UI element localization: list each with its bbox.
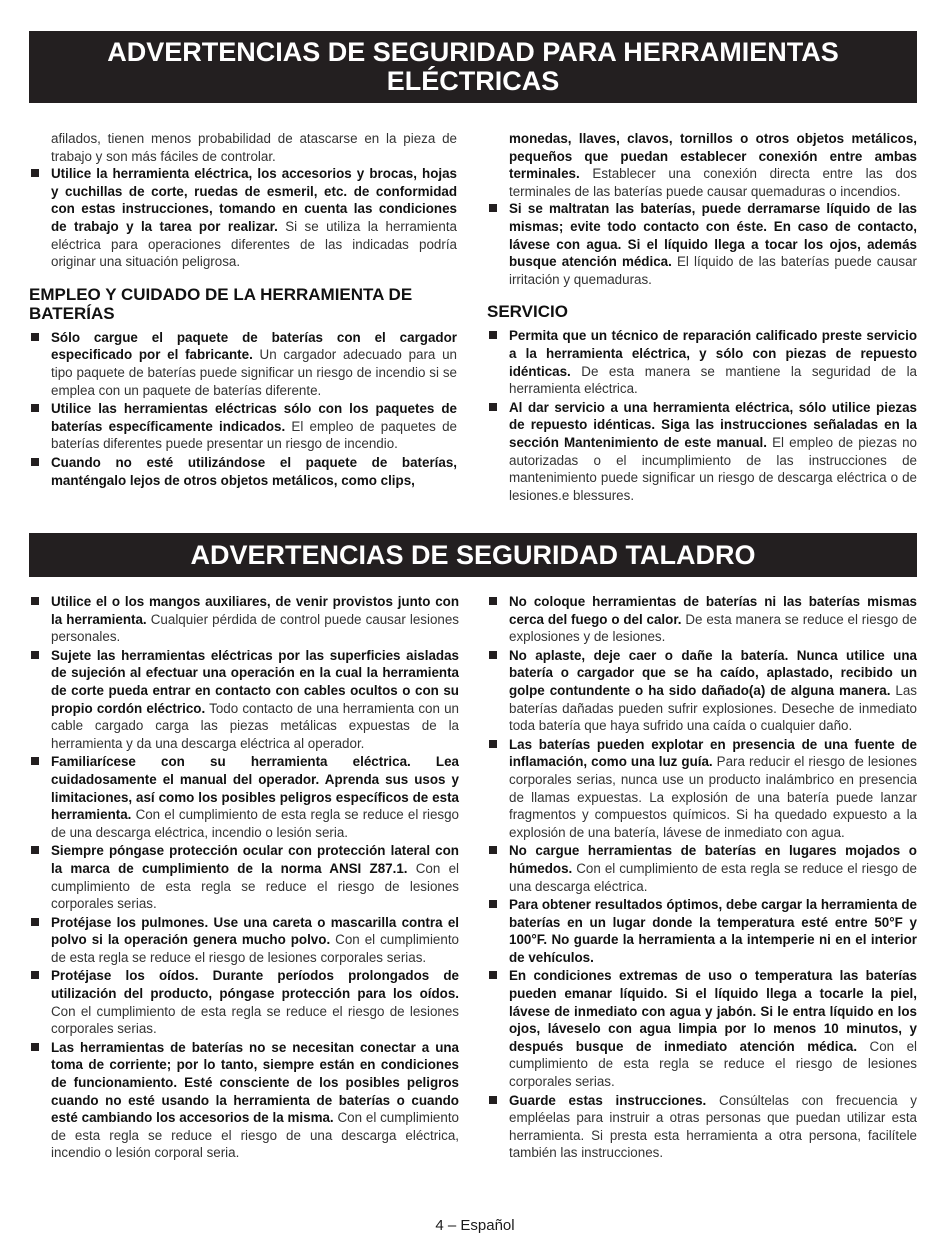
bullet-square-icon	[489, 900, 497, 908]
bullet-square-icon	[489, 1096, 497, 1104]
column-c	[29, 593, 459, 1163]
list-item: Protéjase los pulmones. Use una careta o mascarilla contra el polvo si la operación genera mucho polvo. Con el cumplimiento de esta regla se reduce el riesgo de lesiones corporales serias.	[29, 914, 459, 967]
section-heading-service: SERVICIO	[487, 302, 568, 322]
intro-continuation: monedas, llaves, clavos, tornillos o otros objetos metálicos, pequeños que puedan establecer conexión entre ambas terminales. Establecer una conexión directa entre las dos terminales de las baterías puede causar quemaduras o incendios.	[509, 131, 917, 199]
header-top-title: ADVERTENCIAS DE SEGURIDAD PARA HERRAMIENTAS ELÉCTRICAS	[107, 37, 839, 96]
list-item: Sólo cargue el paquete de baterías con el cargador especificado por el fabricante. Un cargador adecuado para un tipo paquete de baterías puede significar un riesgo de incendio si se emplea con un paquete de baterías diferente.	[29, 329, 457, 399]
section-heading-battery-care: EMPLEO Y CUIDADO DE LA HERRAMIENTA DE BATERÍAS	[29, 284, 413, 323]
bullet-square-icon	[31, 458, 39, 466]
bullet-square-icon	[489, 403, 497, 411]
list-item: Las baterías pueden explotar en presencia de una fuente de inflamación, como una luz guía. Para reducir el riesgo de lesiones corporales serias, nunca use un producto inalámbrico en presencia de llamas expuestas. La explosión de una batería puede lanzar fragmentos y compuestos químicos. Si ha quedado expuesto a la explosión de una batería, lávese de inmediato con agua.	[487, 736, 917, 842]
bullet-square-icon	[489, 331, 497, 339]
list-item: Cuando no esté utilizándose el paquete de baterías, manténgalo lejos de otros objetos metálicos, como clips,	[29, 454, 457, 489]
list-item: Utilice las herramientas eléctricas sólo con los paquetes de baterías específicamente indicados. El empleo de paquetes de baterías diferentes puede presentar un riesgo de incendio.	[29, 400, 457, 453]
bullet-square-icon	[31, 169, 39, 177]
list-item: Familiarícese con su herramienta eléctrica. Lea cuidadosamente el manual del operador. Aprenda sus usos y limitaciones, así como los posibles peligros específicos de esta herramienta. Con el cumplimiento de esta regla se reduce el riesgo de una descarga eléctrica, incendio o lesión seria.	[29, 753, 459, 841]
column-b	[487, 130, 917, 505]
page-footer: 4 – Español	[435, 1217, 515, 1234]
bullet-square-icon	[489, 971, 497, 979]
bullet-square-icon	[489, 846, 497, 854]
list-item: En condiciones extremas de uso o temperatura las baterías pueden emanar líquido. Si el líquido llega a tocarle la piel, lávese de inmediato con agua y jabón. Si le entra líquido en los ojos, láveselo con agua limpia por lo menos 10 minutos, y después busque de inmediato atención médica. Con el cumplimiento de esta regla se reduce el riesgo de lesiones corporales serias.	[487, 967, 917, 1090]
bullet-square-icon	[31, 1043, 39, 1051]
header-bottom-banner	[29, 533, 917, 577]
list-item: Permita que un técnico de reparación calificado preste servicio a la herramienta eléctrica, y sólo con piezas de repuesto idénticas. De esta manera se mantiene la seguridad de la herramienta eléctrica.	[487, 327, 917, 397]
bullet-square-icon	[31, 971, 39, 979]
bullet-square-icon	[31, 651, 39, 659]
list-item: Sujete las herramientas eléctricas por las superficies aisladas de sujeción al efectuar una operación en la cual la herramienta de corte pueda entrar en contacto con cables ocultos o con su propio cordón eléctrico. Todo contacto de una herramienta con un cable cargado carga las piezas metálicas expuestas de la herramienta y da una descarga eléctrica al operador.	[29, 647, 459, 753]
header-bottom-title: ADVERTENCIAS DE SEGURIDAD TALADRO	[190, 540, 756, 570]
list-item: Al dar servicio a una herramienta eléctrica, sólo utilice piezas de repuesto idénticas. Siga las instrucciones señaladas en la sección Mantenimiento de este manual. El empleo de piezas no autorizadas o el incumplimiento de las instrucciones de mantenimiento puede significar un riesgo de descarga eléctrica o de lesiones.e blessures.	[487, 399, 917, 505]
bullet-square-icon	[31, 846, 39, 854]
column-d	[487, 593, 917, 1163]
header-top-banner	[29, 31, 917, 103]
bullet-square-icon	[489, 740, 497, 748]
bullet-square-icon	[489, 597, 497, 605]
list-item: Protéjase los oídos. Durante períodos prolongados de utilización del producto, póngase protección para los oídos. Con el cumplimiento de esta regla se reduce el riesgo de lesiones corporales serias.	[29, 967, 459, 1037]
bullet-square-icon	[489, 204, 497, 212]
column-a	[29, 130, 457, 490]
intro-continuation: afilados, tienen menos probabilidad de atascarse en la pieza de trabajo y son más fáciles de controlar.	[51, 131, 457, 164]
bullet-square-icon	[489, 651, 497, 659]
bullet-square-icon	[31, 597, 39, 605]
bullet-square-icon	[31, 757, 39, 765]
list-item: Las herramientas de baterías no se necesitan conectar a una toma de corriente; por lo tanto, siempre están en condiciones de funcionamiento. Esté consciente de los posibles peligros cuando no esté usando la herramienta de baterías o cuando esté cambiando los accesorios de la misma. Con el cumplimiento de esta regla se reduce el riesgo de una descarga eléctrica, incendio o lesión corporal seria.	[29, 1039, 459, 1162]
list-item: Guarde estas instrucciones. Consúltelas con frecuencia y empléelas para instruir a otras personas que puedan utilizar esta herramienta. Si presta esta herramienta a otra persona, facilítele también las instrucciones.	[487, 1092, 917, 1162]
list-item: No coloque herramientas de baterías ni las baterías mismas cerca del fuego o del calor. De esta manera se reduce el riesgo de explosiones y de lesiones.	[487, 593, 917, 646]
bullet-square-icon	[31, 333, 39, 341]
list-item: Utilice la herramienta eléctrica, los accesorios y brocas, hojas y cuchillas de corte, ruedas de esmeril, etc. de conformidad con estas instrucciones, tomando en cuenta las condiciones de trabajo y la tarea por realizar. Si se utiliza la herramienta eléctrica para operaciones diferentes de las indicadas podría originar una situación peligrosa.	[29, 165, 457, 271]
list-item: Utilice el o los mangos auxiliares, de venir provistos junto con la herramienta. Cualquier pérdida de control puede causar lesiones personales.	[29, 593, 459, 646]
list-item: Siempre póngase protección ocular con protección lateral con la marca de cumplimiento de la norma ANSI Z87.1. Con el cumplimiento de esta regla se reduce el riesgo de lesiones corporales serias.	[29, 842, 459, 912]
bullet-square-icon	[31, 404, 39, 412]
list-item: Para obtener resultados óptimos, debe cargar la herramienta de baterías en un lugar donde la temperatura esté entre 50°F y 100°F. No guarde la herramienta a la intemperie ni en el interior de vehículos.	[487, 896, 917, 966]
list-item: Si se maltratan las baterías, puede derramarse líquido de las mismas; evite todo contacto con éste. En caso de contacto, lávese con agua. Si el líquido llega a tocar los ojos, además busque atención médica. El líquido de las baterías puede causar irritación y quemaduras.	[487, 200, 917, 288]
bullet-square-icon	[31, 918, 39, 926]
list-item: No cargue herramientas de baterías en lugares mojados o húmedos. Con el cumplimiento de esta regla se reduce el riesgo de una descarga eléctrica.	[487, 842, 917, 895]
list-item: No aplaste, deje caer o dañe la batería. Nunca utilice una batería o cargador que se ha caído, aplastado, recibido un golpe contundente o ha sido dañado(a) de alguna manera. Las baterías dañadas pueden sufrir explosiones. Deseche de inmediato toda batería que haya sufrido una caída o cualquier daño.	[487, 647, 917, 735]
